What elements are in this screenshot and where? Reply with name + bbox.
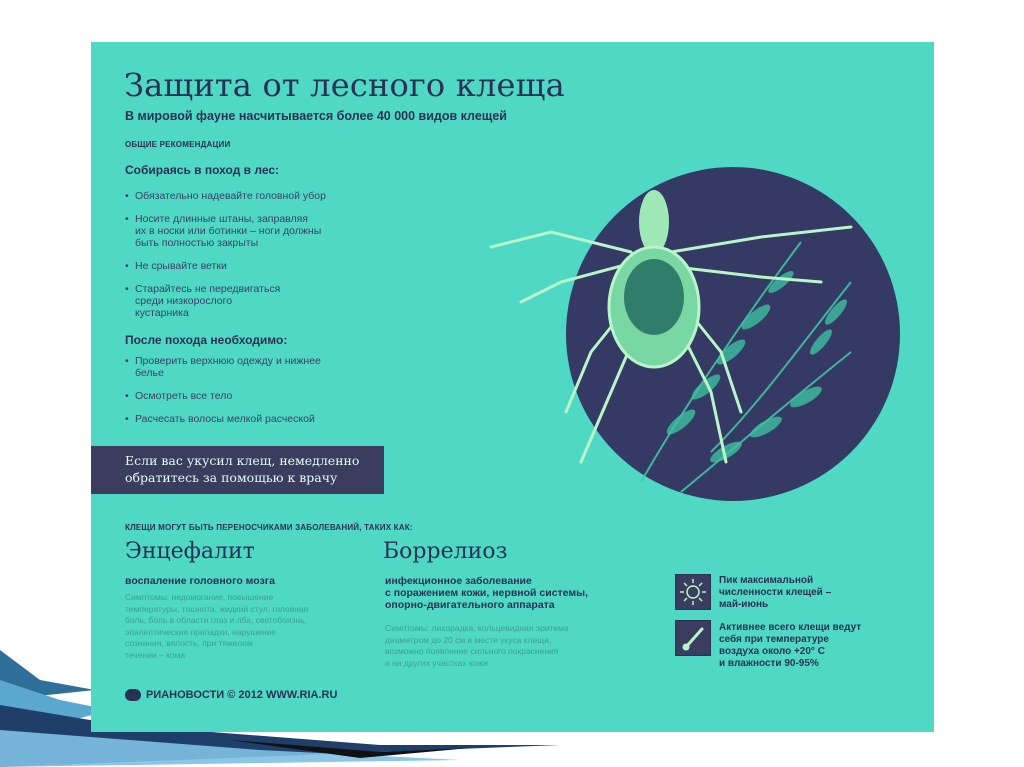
ria-logo (125, 689, 337, 701)
list-item: • Не срывайте ветки (125, 260, 380, 272)
bite-warning-banner (91, 446, 384, 494)
infographic-panel (91, 42, 934, 732)
page-title: Защита от лесного клеща (124, 66, 565, 104)
before-list (125, 190, 380, 330)
disease-symptoms-encephalitis: Симптомы: недомогание, повышение температуры, тошнота, жидкий стул, головная боль, боль в области глаз и лба, светобоязнь, эпилептические припадки, нарушение сознания, вялость, при тяжелом течении – кома (125, 592, 309, 660)
disease-name-borreliosis: Боррелиоз (383, 539, 508, 564)
ria-logo-text: РИАНОВОСТИ © 2012 WWW.RIA.RU (146, 689, 338, 701)
ria-logo-mark (125, 689, 141, 701)
disease-name-encephalitis: Энцефалит (125, 539, 255, 564)
list-item: • Проверить верхнюю одежду и нижнее белье (125, 355, 380, 379)
list-item: • Носите длинные штаны, заправляя их в носки или ботинки – ноги должны быть полностью закрыты (125, 213, 380, 249)
banner-text: Если вас укусил клещ, немедленно обратитесь за помощью к врачу (125, 453, 360, 485)
list-item: • Старайтесь не передвигаться среди низкорослого кустарника (125, 283, 380, 319)
tick-fern-illustration (381, 152, 901, 502)
before-heading: Собираясь в поход в лес: (125, 163, 280, 177)
after-heading: После похода необходимо: (125, 333, 288, 347)
list-item: • Осмотреть все тело (125, 390, 380, 402)
after-list (125, 355, 380, 436)
disease-symptoms-borreliosis: Симптомы: лихорадка, кольцевидная эритема диаметром до 20 см в месте укуса клеща, возможно появление сильного покраснения и на других участках кожи (385, 623, 569, 668)
disease-desc-borreliosis: инфекционное заболевание с поражением кожи, нервной системы, опорно-двигательного аппарата (385, 575, 589, 611)
sun-icon (675, 574, 711, 610)
diseases-label: КЛЕЩИ МОГУТ БЫТЬ ПЕРЕНОСЧИКАМИ ЗАБОЛЕВАНИЙ, ТАКИХ КАК: (125, 523, 413, 532)
fact-peak-season: Пик максимальной численности клещей – май-июнь (719, 575, 832, 610)
subtitle: В мировой фауне насчитывается более 40 000 видов клещей (125, 109, 507, 123)
list-item: • Расчесать волосы мелкой расческой (125, 413, 380, 425)
general-recommendations-label: ОБЩИЕ РЕКОМЕНДАЦИИ (125, 140, 231, 149)
list-item: • Обязательно надевайте головной убор (125, 190, 380, 202)
fact-temperature: Активнее всего клещи ведут себя при температуре воздуха около +20° С и влажности 90-95% (719, 622, 862, 669)
disease-desc-encephalitis: воспаление головного мозга (125, 575, 275, 587)
thermometer-icon (675, 620, 711, 656)
